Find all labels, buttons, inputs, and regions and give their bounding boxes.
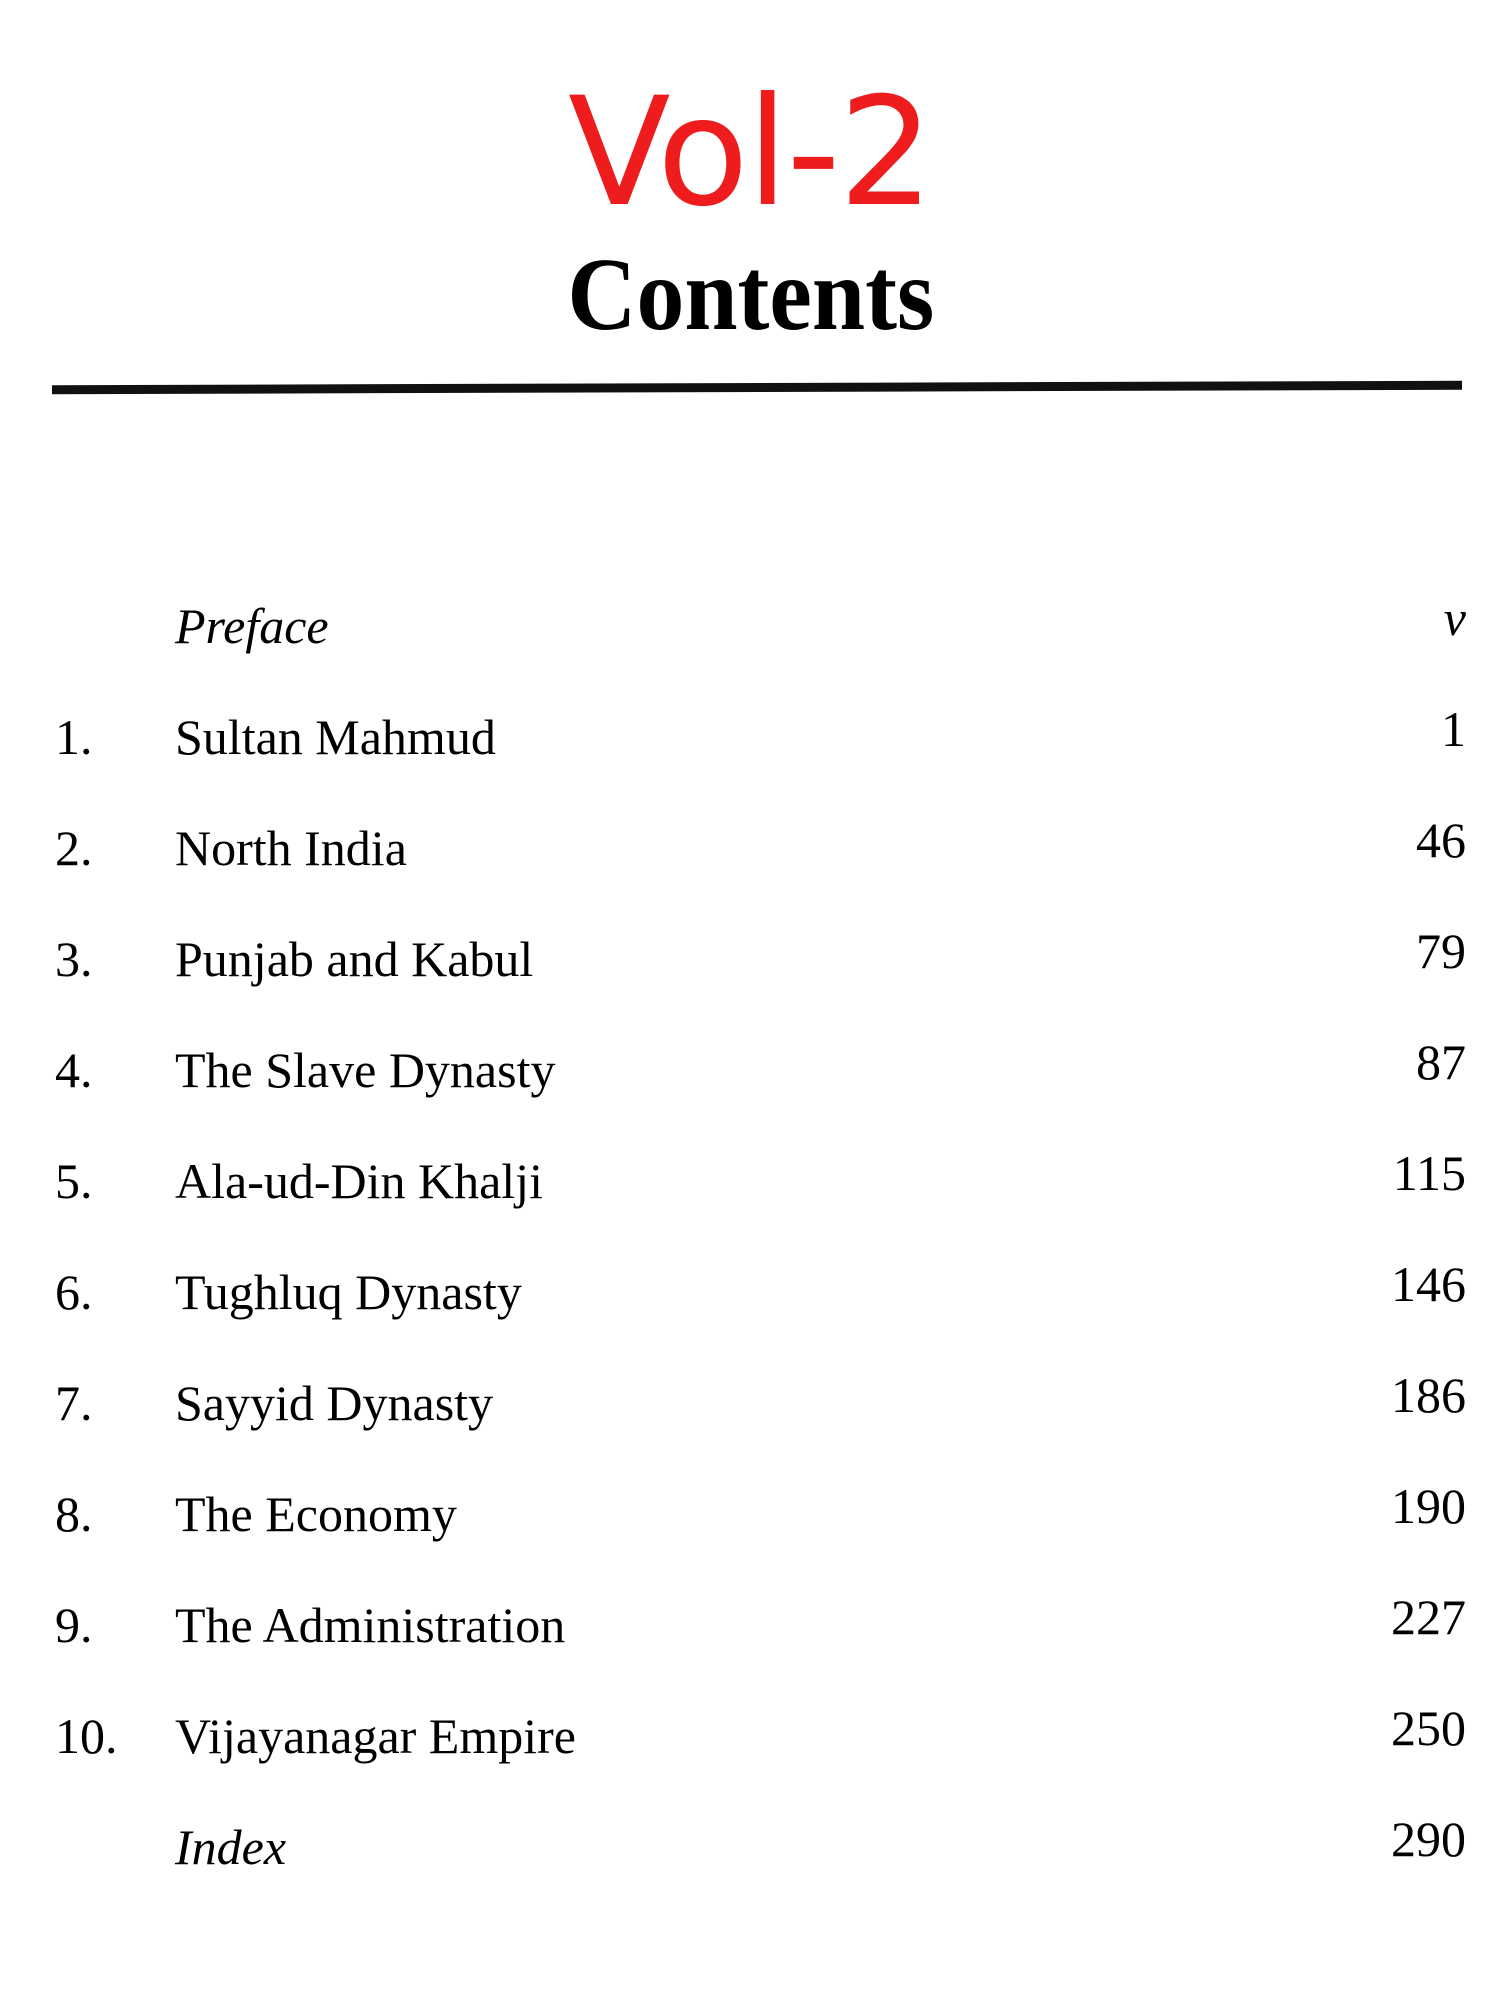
toc-entry-title: Tughluq Dynasty bbox=[175, 1264, 522, 1320]
page-title: Contents bbox=[567, 237, 935, 352]
toc-entry-number: 10. bbox=[55, 1708, 118, 1764]
title-divider bbox=[52, 381, 1462, 394]
toc-entry-number: 6. bbox=[55, 1264, 93, 1320]
toc-entry-chapter-4[interactable] bbox=[0, 1034, 1500, 1145]
toc-entry-index[interactable] bbox=[0, 1811, 1500, 1922]
toc-entry-chapter-10[interactable] bbox=[0, 1700, 1500, 1811]
toc-entry-page: 190 bbox=[1391, 1478, 1466, 1534]
toc-entry-page: v bbox=[1443, 590, 1466, 646]
toc-entry-number: 1. bbox=[55, 709, 93, 765]
toc-entry-chapter-7[interactable] bbox=[0, 1367, 1500, 1478]
toc-entry-number: 8. bbox=[55, 1486, 93, 1542]
toc-entry-number: 7. bbox=[55, 1375, 93, 1431]
toc-entry-page: 46 bbox=[1416, 812, 1466, 868]
toc-entry-chapter-2[interactable] bbox=[0, 812, 1500, 923]
toc-entry-number: 9. bbox=[55, 1597, 93, 1653]
toc-entry-number: 3. bbox=[55, 931, 93, 987]
volume-label: Vol-2 bbox=[568, 66, 932, 240]
toc-entry-chapter-8[interactable] bbox=[0, 1478, 1500, 1589]
toc-entry-chapter-9[interactable] bbox=[0, 1589, 1500, 1700]
toc-entry-page: 250 bbox=[1391, 1700, 1466, 1756]
toc-entry-number: 4. bbox=[55, 1042, 93, 1098]
table-of-contents bbox=[0, 590, 1500, 1922]
toc-entry-title: The Economy bbox=[175, 1486, 457, 1542]
toc-entry-chapter-3[interactable] bbox=[0, 923, 1500, 1034]
toc-entry-title: Sultan Mahmud bbox=[175, 709, 496, 765]
toc-entry-title: Sayyid Dynasty bbox=[175, 1375, 494, 1431]
toc-entry-title: Ala-ud-Din Khalji bbox=[175, 1153, 543, 1209]
toc-entry-page: 1 bbox=[1441, 701, 1466, 757]
toc-entry-title: Vijayanagar Empire bbox=[175, 1708, 576, 1764]
toc-entry-title: The Slave Dynasty bbox=[175, 1042, 556, 1098]
toc-entry-number: 5. bbox=[55, 1153, 93, 1209]
toc-entry-title: Index bbox=[175, 1819, 287, 1875]
toc-entry-page: 186 bbox=[1391, 1367, 1466, 1423]
toc-entry-page: 290 bbox=[1391, 1811, 1466, 1867]
toc-entry-title: North India bbox=[175, 820, 407, 876]
toc-entry-page: 115 bbox=[1392, 1145, 1466, 1201]
toc-entry-number: 2. bbox=[55, 820, 93, 876]
toc-entry-title: The Administration bbox=[175, 1597, 566, 1653]
toc-entry-page: 146 bbox=[1391, 1256, 1466, 1312]
toc-entry-title: Punjab and Kabul bbox=[175, 931, 534, 987]
toc-entry-chapter-1[interactable] bbox=[0, 701, 1500, 812]
toc-entry-page: 87 bbox=[1416, 1034, 1466, 1090]
toc-entry-page: 227 bbox=[1391, 1589, 1466, 1645]
toc-entry-page: 79 bbox=[1416, 923, 1466, 979]
toc-entry-title: Preface bbox=[175, 598, 329, 654]
toc-entry-chapter-5[interactable] bbox=[0, 1145, 1500, 1256]
toc-entry-preface[interactable] bbox=[0, 590, 1500, 701]
toc-entry-chapter-6[interactable] bbox=[0, 1256, 1500, 1367]
